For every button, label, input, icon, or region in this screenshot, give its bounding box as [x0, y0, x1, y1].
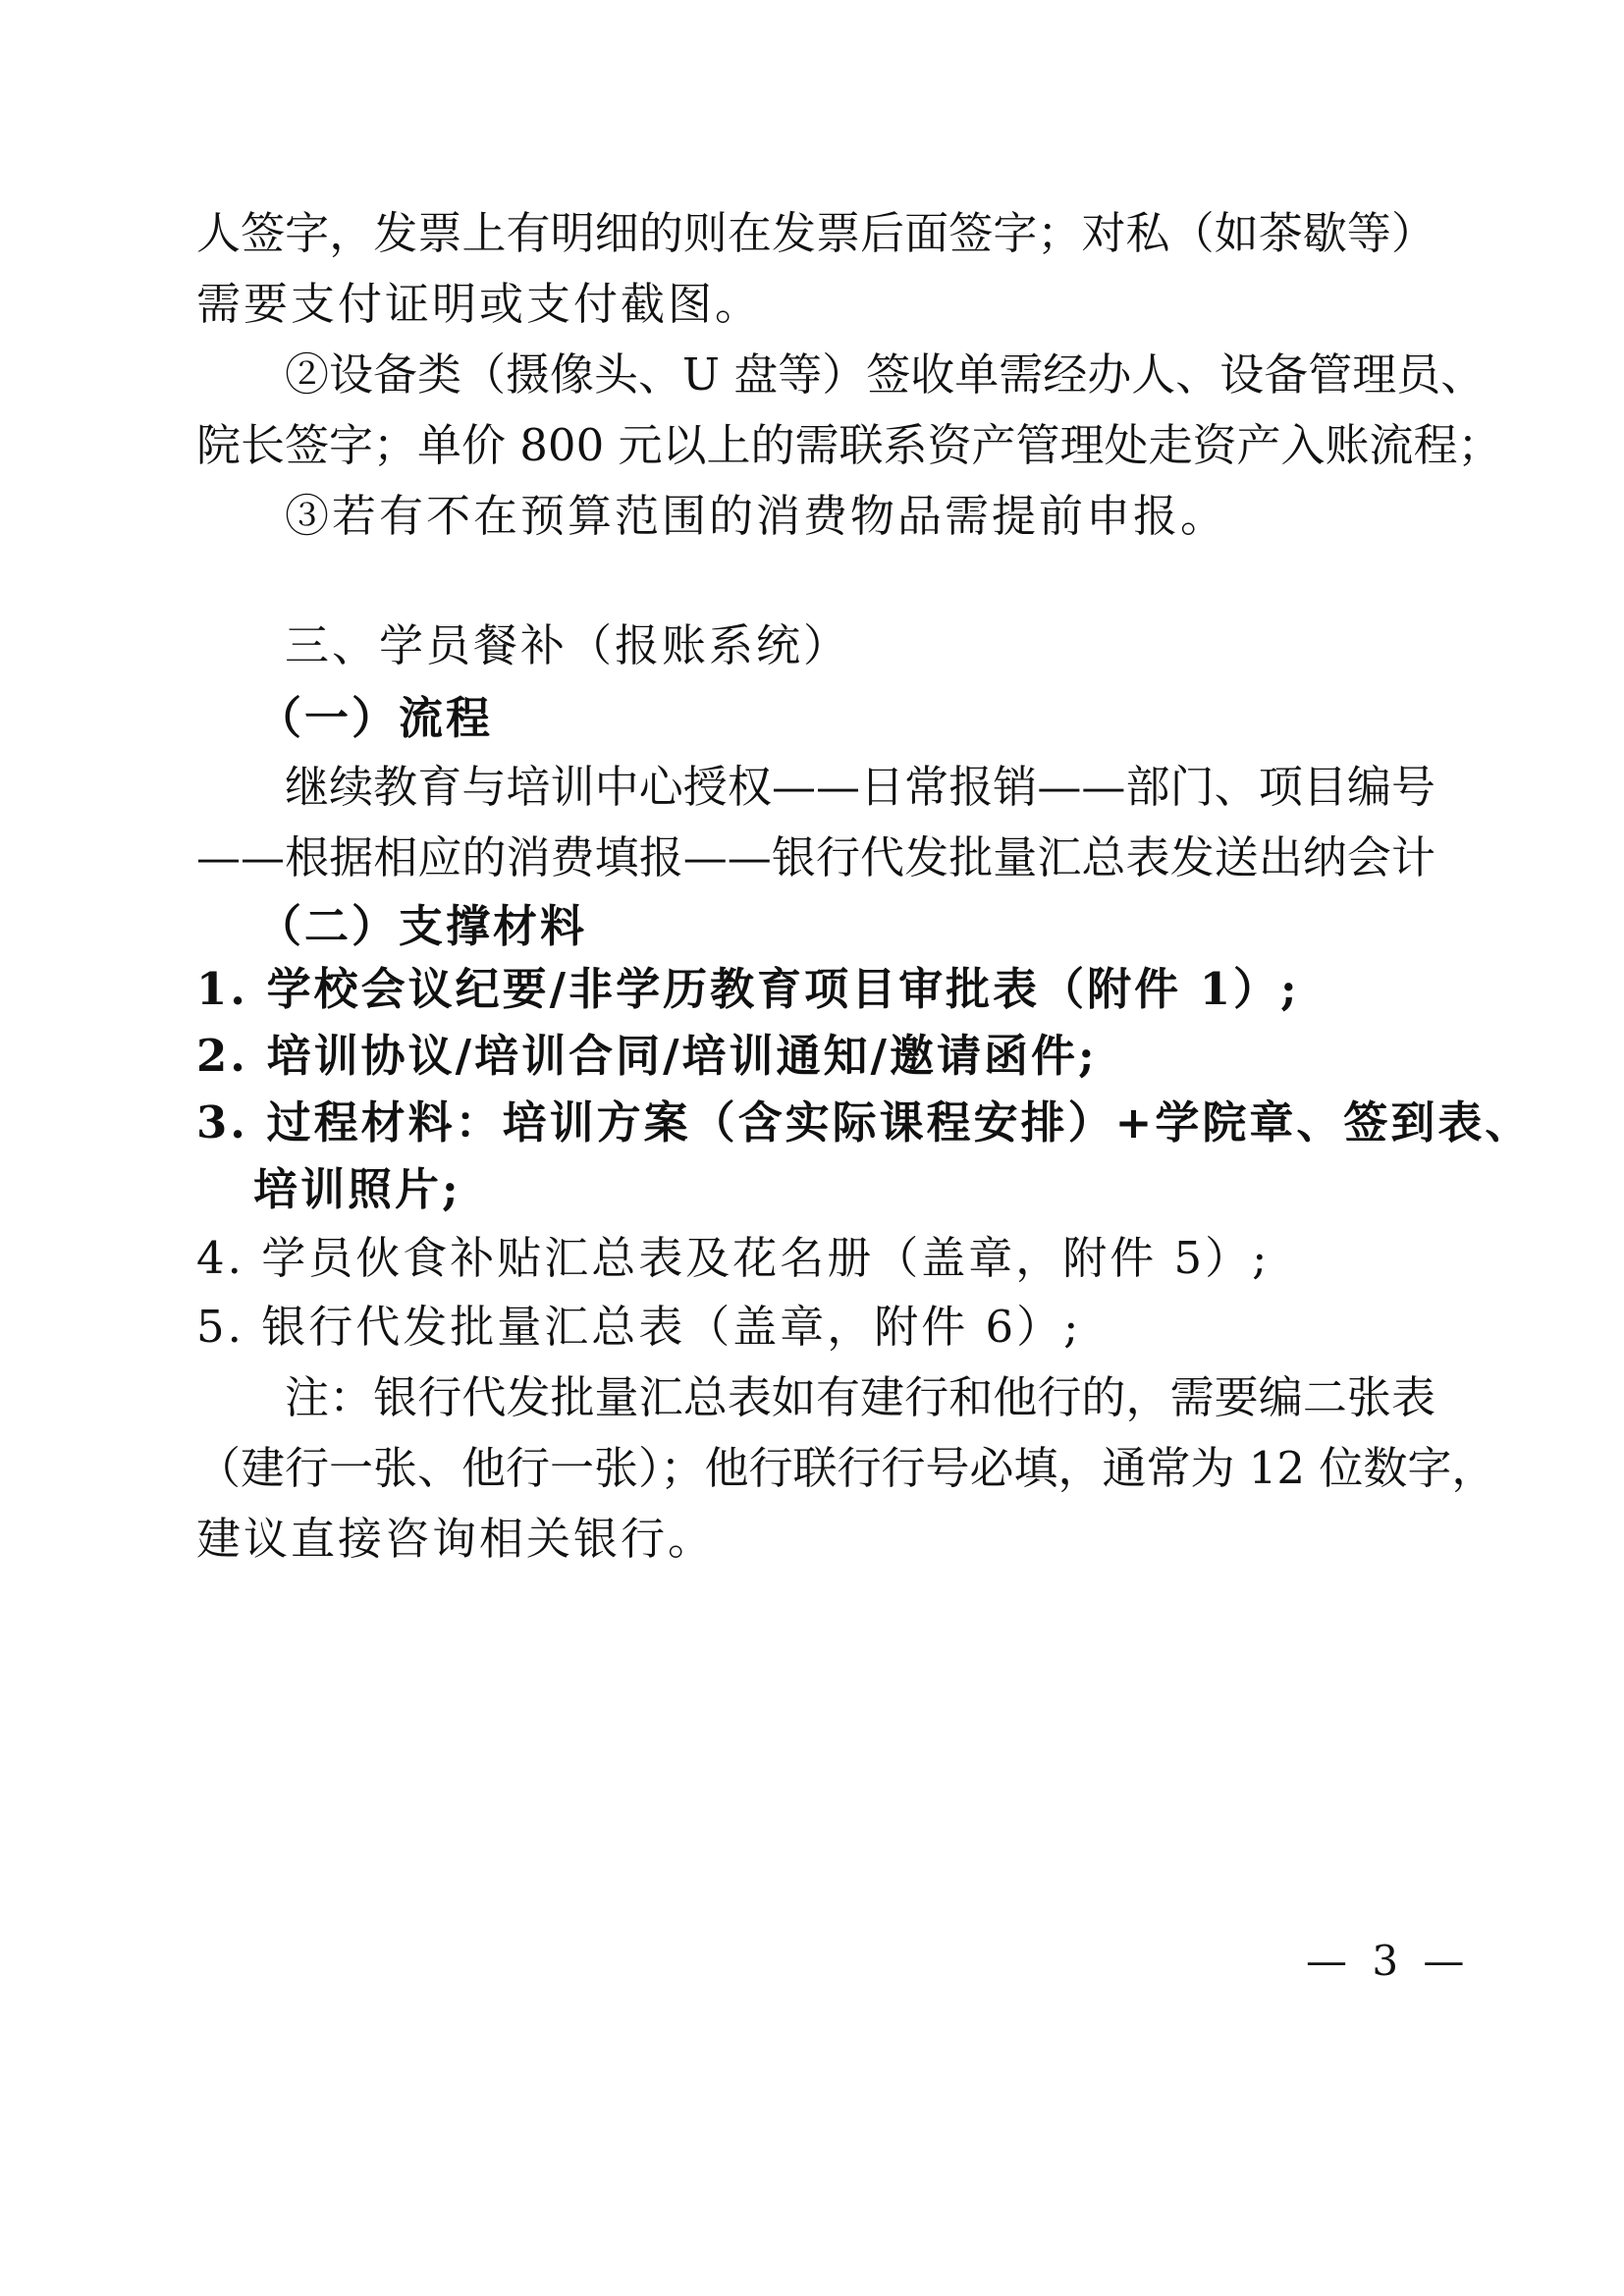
list-item: 4. 学员伙食补贴汇总表及花名册（盖章，附件 5）;	[196, 1232, 1271, 1284]
flow-line: 继续教育与培训中心授权——日常报销——部门、项目编号	[285, 761, 1435, 813]
list-item: 1. 学校会议纪要/非学历教育项目审批表（附件 1）;	[196, 963, 1300, 1015]
list-item: 2. 培训协议/培训合同/培训通知/邀请函件;	[196, 1030, 1098, 1082]
list-item: 5. 银行代发批量汇总表（盖章，附件 6）;	[196, 1301, 1082, 1353]
note-line: 建议直接咨询相关银行。	[196, 1513, 716, 1565]
list-item-continuation: 培训照片;	[253, 1163, 461, 1215]
note-line: （建行一张、他行一张）；他行联行行号必填，通常为 12 位数字，	[196, 1442, 1496, 1494]
page-number: — 3 —	[1306, 1937, 1471, 1985]
flow-line: ——根据相应的消费填报——银行代发批量汇总表发送出纳会计	[196, 831, 1435, 883]
subsection-heading: （一）流程	[257, 692, 494, 744]
paragraph-line: 人签字，发票上有明细的则在发票后面签字；对私（如茶歇等）	[196, 207, 1435, 259]
paragraph-line: ②设备类（摄像头、U 盘等）签收单需经办人、设备管理员、	[285, 348, 1486, 400]
paragraph-line: 需要支付证明或支付截图。	[196, 278, 763, 330]
paragraph-line: ③若有不在预算范围的消费物品需提前申报。	[285, 490, 1228, 542]
subsection-heading: （二）支撑材料	[257, 900, 588, 952]
section-heading: 三、学员餐补（报账系统）	[285, 619, 851, 671]
note-line: 注：银行代发批量汇总表如有建行和他行的，需要编二张表	[285, 1371, 1435, 1423]
list-item: 3. 过程材料：培训方案（含实际课程安排）+学院章、签到表、	[196, 1096, 1533, 1148]
paragraph-line: 院长签字；单价 800 元以上的需联系资产管理处走资产入账流程；	[196, 419, 1502, 471]
